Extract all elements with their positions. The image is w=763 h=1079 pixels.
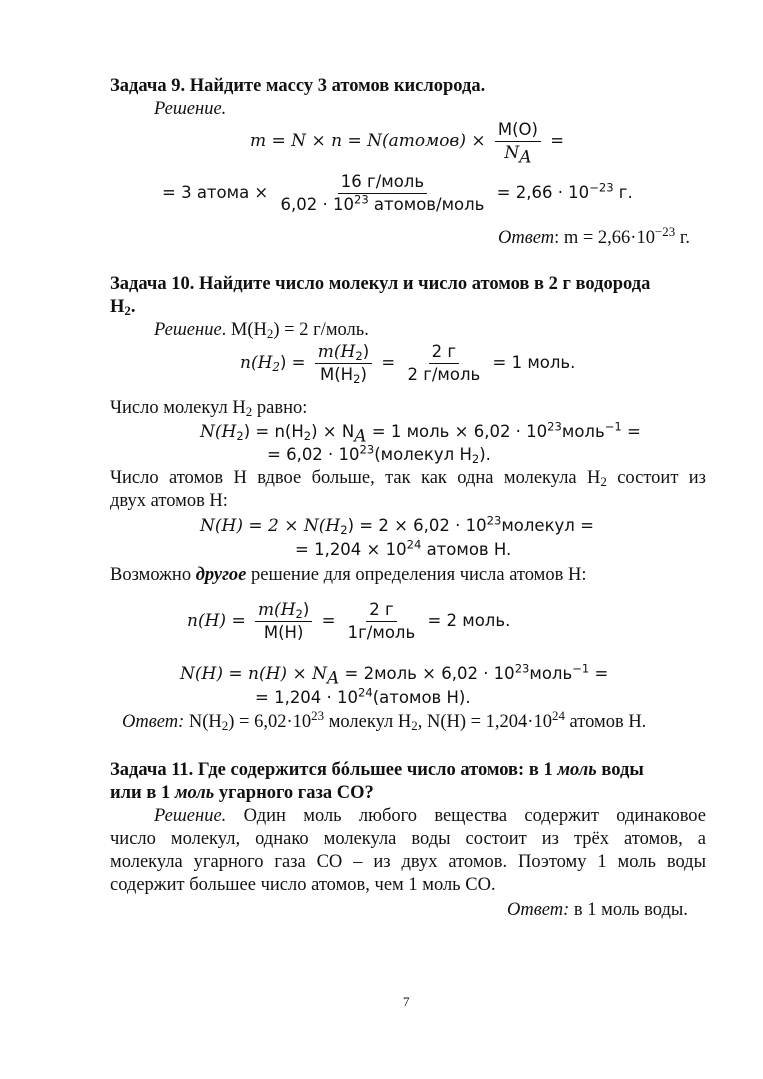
fraction-numerator: $m(H_2)$ xyxy=(255,600,312,622)
task10-equation-2-line1: $N(H_2) = n(H_2) \times N_A = 1$ моль × $6,02 \cdot 10^{23}моль^{-1}$ = xyxy=(200,419,641,447)
fraction xyxy=(315,342,372,385)
task11-paragraph-line3: молекула угарного газа CO – из двух атомов. Поэтому 1 моль воды xyxy=(110,852,706,872)
task11-title-line2: или в 1 моль угарного газа CO? xyxy=(110,783,374,803)
task11-paragraph-line4: содержит большее число атомов, чем 1 моль CO. xyxy=(110,875,496,895)
fraction xyxy=(404,342,483,385)
task10-title-line1: Задача 10. Найдите число молекул и число атомов в 2 г водорода xyxy=(110,274,651,294)
task10-equation-2-line2: = $6,02 \cdot 10^{23}(молекул$ $H_2$). xyxy=(267,442,491,466)
fraction-numerator: $m(H_2)$ xyxy=(315,342,372,364)
task10-solution: Решение. $M(H_2) = 2$ г/моль. xyxy=(154,320,369,342)
task10-equation-3-line2: = $1,204 \times 10^{24}$ атомов H. xyxy=(295,537,512,559)
fraction-denominator: 1г/моль xyxy=(347,623,416,642)
task11-paragraph-line2: число молекул, однако молекула воды состоит из трёх атомов, а xyxy=(110,829,706,849)
task11-answer: Ответ: в 1 моль воды. xyxy=(507,900,688,920)
task9-title: Задача 9. Найдите массу 3 атомов кислорода. xyxy=(110,76,486,96)
eq-rhs: = 2 моль. xyxy=(427,611,511,630)
fraction-numerator: 2 г xyxy=(366,600,396,622)
task9-equation-2 xyxy=(162,172,633,215)
fraction-denominator: $6,02 \cdot 10^{23}$ атомов/моль xyxy=(280,192,485,214)
task10-equation-3-line1: $N(H) = 2 \times N(H_2) = 2 \times 6,02$ · $10^{23}молекул$ = xyxy=(200,513,594,537)
task10-equation-5-line1: $N(H) = n(H) \times N_A$ = 2моль × $6,02 \cdot 10^{23}моль^{-1}$ = xyxy=(180,661,609,689)
eq-lhs: m = N × n = N(атомов) × xyxy=(250,131,486,151)
answer-label: Ответ: xyxy=(507,900,570,920)
eq-lhs: = 3 атома × xyxy=(162,183,269,202)
fraction-denominator: $M(H_2)$ xyxy=(319,365,367,386)
task10-title-line2: $H_2$. xyxy=(110,297,136,319)
eq-rhs: = 1 моль. xyxy=(492,353,576,372)
fraction xyxy=(345,600,419,643)
fraction-denominator: 2 г/моль xyxy=(407,365,481,384)
task11-paragraph-line1: Решение. Один моль любого вещества содержит одинаковое xyxy=(154,806,706,826)
fraction-numerator: 2 г xyxy=(429,342,459,364)
task10-atoms-text-line1: Число атомов H вдвое больше, так как одна молекула $H_2$ состоит из xyxy=(110,468,706,490)
task10-equation-1: $n(H_2)$ = $\frac{m(H_2)}{M(H_2)}$ = $\frac{2 г}{\text{2 г/моль}}$ = 1 моль. xyxy=(240,342,576,386)
fraction xyxy=(495,120,541,168)
fraction xyxy=(255,600,312,643)
answer-label: Ответ xyxy=(498,228,555,248)
eq-rhs: = $2,66 \cdot 10^{-23}$ г. xyxy=(496,180,633,202)
task10-molecules-text: Число молекул $H_2$ равно: xyxy=(110,398,308,420)
fraction-numerator: M(O) xyxy=(495,120,541,142)
eq-rhs: = xyxy=(550,131,565,150)
task10-alternative-text: Возможно другое решение для определения числа атомов H: xyxy=(110,565,587,585)
fraction-denominator: M(H) xyxy=(263,623,304,642)
task10-answer: Ответ: $N(H_2) = 6,02\cdot 10^{23}$ молекул $H_2$, $N(H) = 1,204\cdot 10^{24}$ атомов H. xyxy=(122,707,647,734)
task11-title-line1: Задача 11. Где содержится бóльшее число атомов: в 1 моль воды xyxy=(110,760,644,780)
task9-solution-label: Решение. xyxy=(154,99,227,119)
page-number: 7 xyxy=(403,994,410,1009)
fraction xyxy=(278,172,488,215)
solution-label: Решение. xyxy=(154,806,227,826)
fraction-denominator: $N_A$ xyxy=(504,143,532,168)
eq-lhs: $n(H_2$ xyxy=(240,353,280,374)
task10-atoms-text-line2: двух атомов H: xyxy=(110,491,228,511)
task9-answer: Ответ: $m = 2,66\cdot 10^{-23}$ г. xyxy=(498,223,690,248)
task9-equation-1 xyxy=(250,120,565,168)
solution-label: Решение xyxy=(154,320,222,340)
task10-equation-4: n(H) = $\frac{m(H_2)}{M(H)}$ = $\frac{2 г}{\text{1г/моль}}$ = 2 моль. xyxy=(187,600,511,642)
answer-label: Ответ: xyxy=(122,712,185,732)
emphasis: другое xyxy=(195,565,247,585)
fraction-numerator: 16 г/моль xyxy=(338,172,427,194)
task10-equation-5-line2: = $1,204 \cdot 10^{24}(атомов$ H). xyxy=(255,685,471,707)
